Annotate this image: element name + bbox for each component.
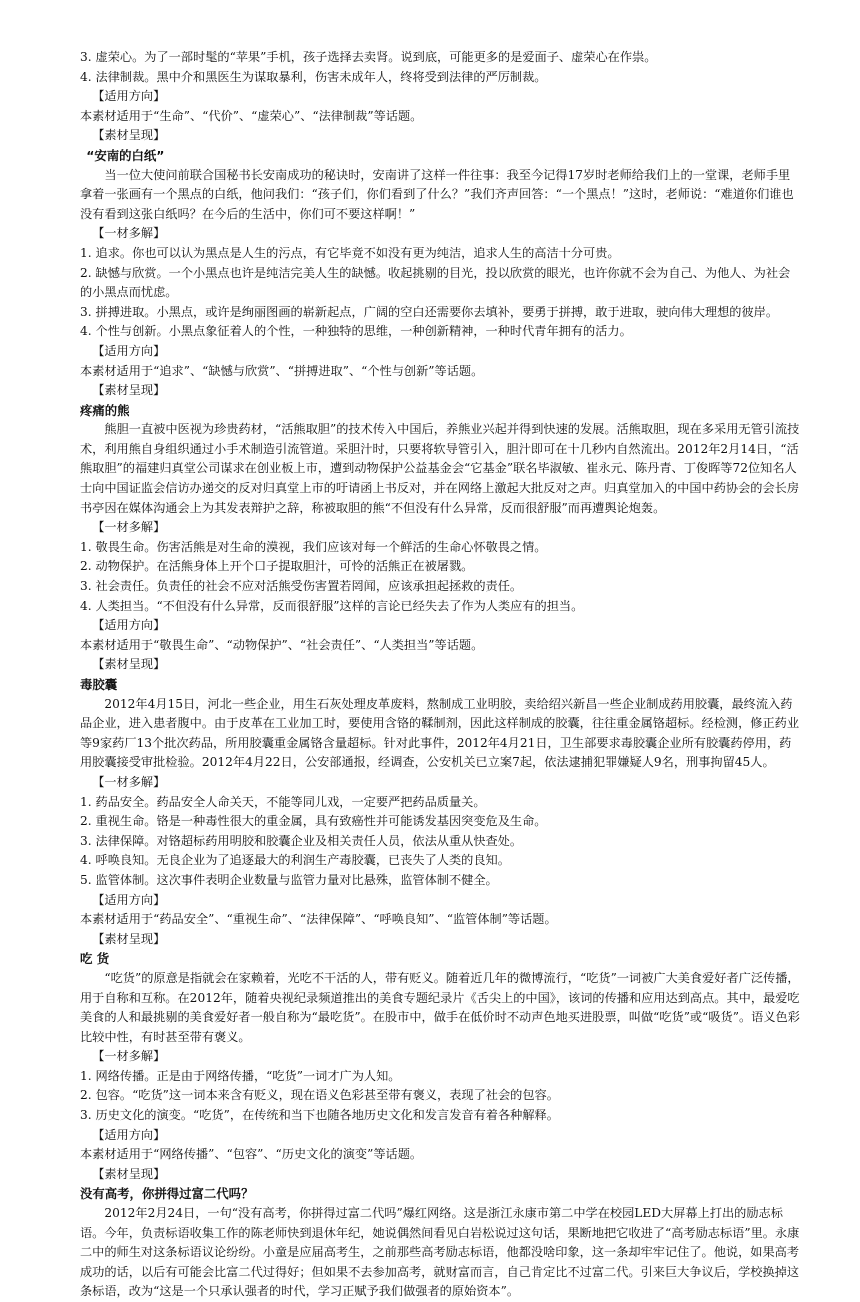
- topic-sentence: 本素材适用于“敬畏生命”、“动物保护”、“社会责任”、“人类担当”等话题。: [80, 637, 484, 652]
- numbered-item: 2. 缺憾与欣赏。一个小黑点也许是纯洁完美人生的缺憾。收起挑剔的目光，投以欣赏的眼光，也许你就不会为自己、为他人、为社会的小黑点而忧虑。: [80, 265, 791, 300]
- numbered-item: 3. 虚荣心。为了一部时髦的“苹果”手机，孩子选择去卖肾。说到底，可能更多的是爱面子、虚荣心在作祟。: [80, 50, 657, 64]
- section-tag: 【适用方向】: [92, 892, 166, 907]
- section-title: 毒胶囊: [80, 677, 118, 692]
- numbered-item: 3. 法律保障。对铬超标药用明胶和胶囊企业及相关责任人员，依法从重从快查处。: [80, 833, 523, 848]
- section-tag: 【素材呈现】: [92, 657, 166, 672]
- numbered-item: 1. 药品安全。药品安全人命关天，不能等同儿戏，一定要严把药品质量关。: [80, 794, 486, 809]
- numbered-item: 2. 重视生命。铬是一种毒性很大的重金属，具有致癌性并可能诱发基因突变危及生命。: [80, 814, 547, 829]
- topic-sentence: 本素材适用于“网络传播”、“包容”、“历史文化的演变”等话题。: [80, 1147, 423, 1162]
- body-paragraph: “吃货”的原意是指就会在家赖着，光吃不干活的人，带有贬义。随着近几年的微博流行，“吃货”一词被广大美食爱好者广泛传播，用于自称和互称。在2012年，随着央视纪录频道推出的美食专题纪录片《舌尖上的中国》，该词的传播和应用达到高点。其中，最爱吃美食的人和最挑剔的美食爱好者一般自称为“最吃货”。在股市中，做手在低价时不动声色地买进股票，叫做“吃货”或“吸货”。语义色彩比较中性，有时甚至带有褒义。: [80, 970, 800, 1044]
- numbered-item: 1. 敬畏生命。伤害活熊是对生命的漠视，我们应该对每一个鲜活的生命心怀敬畏之情。: [80, 539, 547, 554]
- body-paragraph: 当一位大使问前联合国秘书长安南成功的秘诀时，安南讲了这样一件往事：我至今记得17岁时老师给我们上的一堂课，老师手里拿着一张画有一个黑点的白纸，他问我们：“孩子们，你们看到了什么？”我们齐声回答：“一个黑点！”这时，老师说：“难道你们谁也没有看到这张白纸吗？在今后的生活中，你们可不要这样啊！”: [80, 167, 794, 221]
- section-tag: 【素材呈现】: [92, 383, 166, 398]
- section-tag: 【素材呈现】: [92, 128, 166, 143]
- numbered-item: 1. 追求。你也可以认为黑点是人生的污点，有它毕竟不如没有更为纯洁，追求人生的高洁十分可贵。: [80, 245, 620, 260]
- numbered-item: 3. 拼搏进取。小黑点，或许是绚丽图画的崭新起点，广阔的空白还需要你去填补，要勇于拼搏，敢于进取，驶向伟大理想的彼岸。: [80, 304, 779, 319]
- body-paragraph: 2012年4月15日，河北一些企业，用生石灰处理皮革废料，熬制成工业明胶，卖给绍兴新昌一些企业制成药用胶囊，最终流入药品企业，进入患者腹中。由于皮革在工业加工时，要使用含铬的鞣制剂，因此这样制成的胶囊，往往重金属铬超标。经检测，修正药业等9家药厂13个批次药品，所用胶囊重金属铬含量超标。针对此事件，2012年4月21日，卫生部要求毒胶囊企业所有胶囊药停用，药用胶囊接受审批检验。2012年4月22日，公安部通报，经调查，公安机关已立案7起，依法逮捕犯罪嫌疑人9名，刑事拘留45人。: [80, 696, 800, 770]
- section-tag: 【适用方向】: [92, 89, 166, 104]
- topic-sentence: 本素材适用于“药品安全”、“重视生命”、“法律保障”、“呼唤良知”、“监管体制”等话题。: [80, 912, 557, 927]
- body-paragraph: 2012年2月24日，一句“没有高考，你拼得过富二代吗”爆红网络。这是浙江永康市第二中学在校园LED大屏幕上打出的励志标语。今年，负责标语收集工作的陈老师快到退休年纪，她说偶然间看见白岩松说过这句话，果断地把它收进了“高考励志标语”里。永康二中的师生对这条标语议论纷纷。小童是应届高考生，之前那些高考励志标语，他都没啥印象，这一条却牢牢记住了。他说，如果高考成功的话，以后有可能会比富二代过得好；但如果不去参加高考，就财富而言，自己肯定比不过富二代。引来巨大争议后，学校换掉这条标语，改为“这是一个只承认强者的时代，学习正赋予我们做强者的原始资本”。: [80, 1206, 800, 1299]
- numbered-item: 4. 法律制裁。黑中介和黑医生为谋取暴利，伤害未成年人，终将受到法律的严厉制裁。: [80, 69, 547, 84]
- section-title: 没有高考，你拼得过富二代吗？: [80, 1186, 254, 1202]
- section-tag: 【适用方向】: [92, 1127, 166, 1142]
- numbered-item: 3. 历史文化的演变。“吃货”，在传统和当下也随各地历史文化和发言发音有着各种解释。: [80, 1108, 559, 1123]
- topic-sentence: 本素材适用于“生命”、“代价”、“虚荣心”、“法律制裁”等话题。: [80, 108, 423, 123]
- numbered-item: 2. 包容。“吃货”这一词本来含有贬义，现在语义色彩甚至带有褒义，表现了社会的包容。: [80, 1088, 559, 1103]
- section-title: 吃 货: [80, 951, 110, 967]
- section-tag: 【一材多解】: [92, 520, 166, 535]
- numbered-item: 4. 呼唤良知。无良企业为了追逐最大的利润生产毒胶囊，已丧失了人类的良知。: [80, 853, 510, 868]
- section-tag: 【一材多解】: [92, 1049, 166, 1064]
- section-title: “安南的白纸”: [86, 147, 165, 163]
- section-tag: 【适用方向】: [92, 618, 166, 633]
- numbered-item: 5. 监管体制。这次事件表明企业数量与监管力量对比悬殊，监管体制不健全。: [80, 872, 498, 887]
- numbered-item: 3. 社会责任。负责任的社会不应对活熊受伤害置若罔闻，应该承担起拯救的责任。: [80, 579, 523, 594]
- section-tag: 【一材多解】: [92, 226, 166, 241]
- numbered-item: 4. 人类担当。“不但没有什么异常，反而很舒服”这样的言论已经失去了作为人类应有的担当。: [80, 598, 584, 613]
- section-tag: 【适用方向】: [92, 343, 166, 358]
- section-title: 疼痛的熊: [80, 402, 130, 418]
- topic-sentence: 本素材适用于“追求”、“缺憾与欣赏”、“拼搏进取”、“个性与创新”等话题。: [80, 363, 484, 378]
- section-tag: 【一材多解】: [92, 774, 166, 789]
- numbered-item: 1. 网络传播。正是由于网络传播，“吃货”一词才广为人知。: [80, 1068, 401, 1083]
- section-tag: 【素材呈现】: [92, 1166, 166, 1181]
- numbered-item: 2. 动物保护。在活熊身体上开个口子提取胆汁，可怜的活熊正在被屠戮。: [80, 559, 474, 574]
- body-paragraph: 熊胆一直被中医视为珍贵药材，“活熊取胆”的技术传入中国后，养熊业兴起并得到快速的发展。活熊取胆，现在多采用无管引流技术，利用熊自身组织通过小手术制造引流管道。采胆汁时，只要将软导管引入，胆汁即可在十几秒内自然流出。2012年2月14日，“活熊取胆”的福建归真堂公司谋求在创业板上市，遭到动物保护公益基金会“它基金”联名毕淑敏、崔永元、陈丹青、丁俊晖等72位知名人士向中国证监会信访办递交的反对归真堂上市的吁请函上书反对，并在网络上激起大批反对之声。归真堂加入的中国中药协会的会长房书亭因在媒体沟通会上为其发表辩护之辞，称被取胆的熊“不但没有什么异常，反而很舒服”而再遭舆论炮轰。: [80, 422, 800, 515]
- numbered-item: 4. 个性与创新。小黑点象征着人的个性，一种独特的思维，一种创新精神，一种时代青年拥有的活力。: [80, 324, 632, 339]
- section-tag: 【素材呈现】: [92, 931, 166, 946]
